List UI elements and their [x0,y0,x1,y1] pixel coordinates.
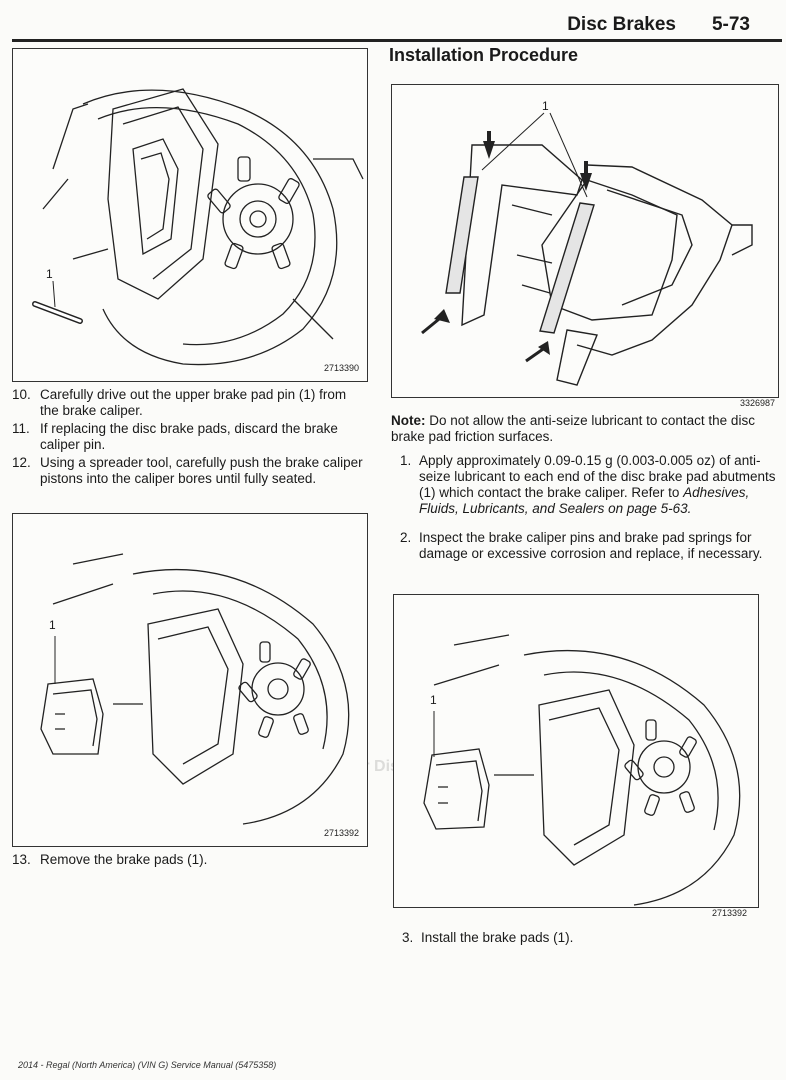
page-number: 5-73 [711,14,750,35]
install-step-1-number: 1. [400,453,412,468]
note-text: Do not allow the anti-seize lubricant to contact the disc brake pad friction surfaces. [391,413,755,444]
install-step-3 [402,930,772,948]
install-step-2-text: Inspect the brake caliper pins and brake pad springs for damage or excessive corrosion and replace, if necessary. [419,530,763,561]
step-13 [12,852,364,870]
fig3-callout: 1 [49,618,56,632]
step-10-number: 10. [12,387,31,402]
install-step-3-text: Install the brake pads (1). [421,930,574,945]
install-step-1-reference-link[interactable]: Adhesives, Fluids, Lubricants, and Sealers on page 5-63. [419,485,750,516]
step-12-number: 12. [12,455,31,470]
install-step-2-number: 2. [400,530,412,545]
header-rule [12,39,782,42]
install-step-1-body [419,453,776,517]
install-step-1-ref-lead: Refer to [631,485,680,500]
step-13-number: 13. [12,852,31,867]
step-11 [12,421,364,455]
section-title: Disc Brakes [567,14,676,35]
figure-caliper-pin [12,48,368,382]
install-step-2 [400,530,776,580]
fig4-callout: 1 [430,693,437,707]
install-step-3-number: 3. [402,930,414,945]
fig4-id: 2713392 [712,908,748,918]
bleed-through-heading: Disc [374,758,408,775]
step-11-number: 11. [12,421,30,436]
installation-note [391,413,771,445]
step-12 [12,455,364,505]
fig1-callout: 1 [46,267,53,281]
figure-pad-abutments [391,84,779,398]
note-label: Note: [391,413,426,428]
figure-remove-pads [12,513,368,847]
pad-abutments-illustration [392,85,778,397]
step-10 [12,387,364,421]
step-12-text: Using a spreader tool, carefully push the brake caliper pistons into the caliper bores until fully seated. [40,455,363,486]
remove-pads-illustration [13,514,367,846]
fig2-callout: 1 [542,99,549,113]
step-10-text: Carefully drive out the upper brake pad pin (1) from the brake caliper. [40,387,347,418]
installation-procedure-heading: Installation Procedure [389,45,579,65]
page-footer: 2014 - Regal (North America) (VIN G) Service Manual (5475358) [18,1060,277,1070]
fig1-id: 2713390 [323,363,359,373]
install-step-1 [400,453,776,535]
install-step-1-text: Apply approximately 0.09-0.15 g (0.003-0.005 oz) of anti-seize lubricant to each end of the disc brake pad abutments (1) which contact the brake caliper. [419,453,776,500]
step-13-text: Remove the brake pads (1). [40,852,208,867]
fig3-id: 2713392 [323,828,359,838]
fig2-id: 3326987 [740,398,776,408]
figure-install-pads [393,594,759,908]
step-11-text: If replacing the disc brake pads, discard the brake caliper pin. [40,421,338,452]
install-pads-illustration [394,595,758,907]
caliper-pin-illustration [13,49,367,381]
